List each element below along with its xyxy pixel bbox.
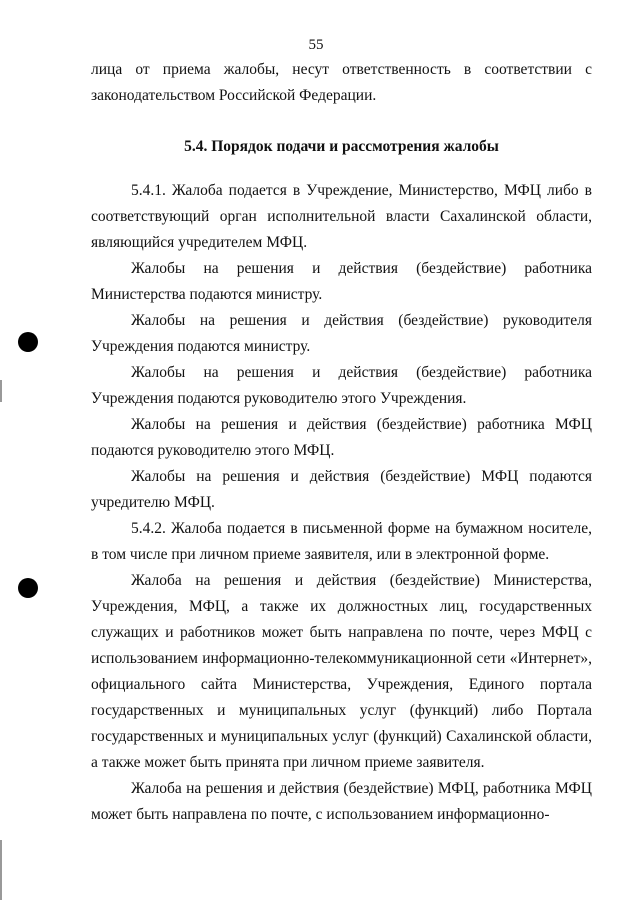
paragraph-mfc: Жалобы на решения и действия (бездействие) МФЦ подаются учредителю МФЦ. <box>91 468 592 511</box>
paragraph-5-4-1: 5.4.1. Жалоба подается в Учреждение, Министерство, МФЦ либо в соответствующий орган исполнительной власти Сахалинской области, являющийся учредителем МФЦ. <box>91 182 592 251</box>
paragraph-ministry-worker: Жалобы на решения и действия (бездействие) работника Министерства подаются министру. <box>91 260 592 303</box>
scan-edge-mark <box>0 840 2 900</box>
binder-hole <box>18 578 38 598</box>
section-body <box>91 178 592 828</box>
paragraph-mfc-worker: Жалобы на решения и действия (бездействие) работника МФЦ подаются руководителю этого МФЦ. <box>91 416 592 459</box>
paragraph-institution-head: Жалобы на решения и действия (бездействие) руководителя Учреждения подаются министру. <box>91 312 592 355</box>
scan-edge-mark <box>0 380 2 402</box>
page-number: 55 <box>308 37 324 53</box>
section-heading: 5.4. Порядок подачи и рассмотрения жалобы <box>184 138 499 155</box>
paragraph-submission-channels: Жалоба на решения и действия (бездействие) Министерства, Учреждения, МФЦ, а также их должностных лиц, государственных служащих и работников может быть направлена по почте, через МФЦ с использованием информационно-телекоммуникационной сети «Интернет», официального сайта Министерства, Учреждения, Единого портала государственных и муниципальных услуг (функций) либо Портала государственных и муниципальных услуг (функций) Сахалинской области, а также может быть принята при личном приеме заявителя. <box>91 572 592 771</box>
paragraph-mfc-submission: Жалоба на решения и действия (бездействие) МФЦ, работника МФЦ может быть направлена по почте, с использованием информационно- <box>91 780 592 823</box>
paragraph-institution-worker: Жалобы на решения и действия (бездействие) работника Учреждения подаются руководителю этого Учреждения. <box>91 364 592 407</box>
continuation-paragraph: лица от приема жалобы, несут ответственность в соответствии с законодательством Российской Федерации. <box>91 61 592 104</box>
binder-hole <box>18 332 38 352</box>
paragraph-5-4-2: 5.4.2. Жалоба подается в письменной форме на бумажном носителе, в том числе при личном приеме заявителя, или в электронной форме. <box>91 520 592 563</box>
